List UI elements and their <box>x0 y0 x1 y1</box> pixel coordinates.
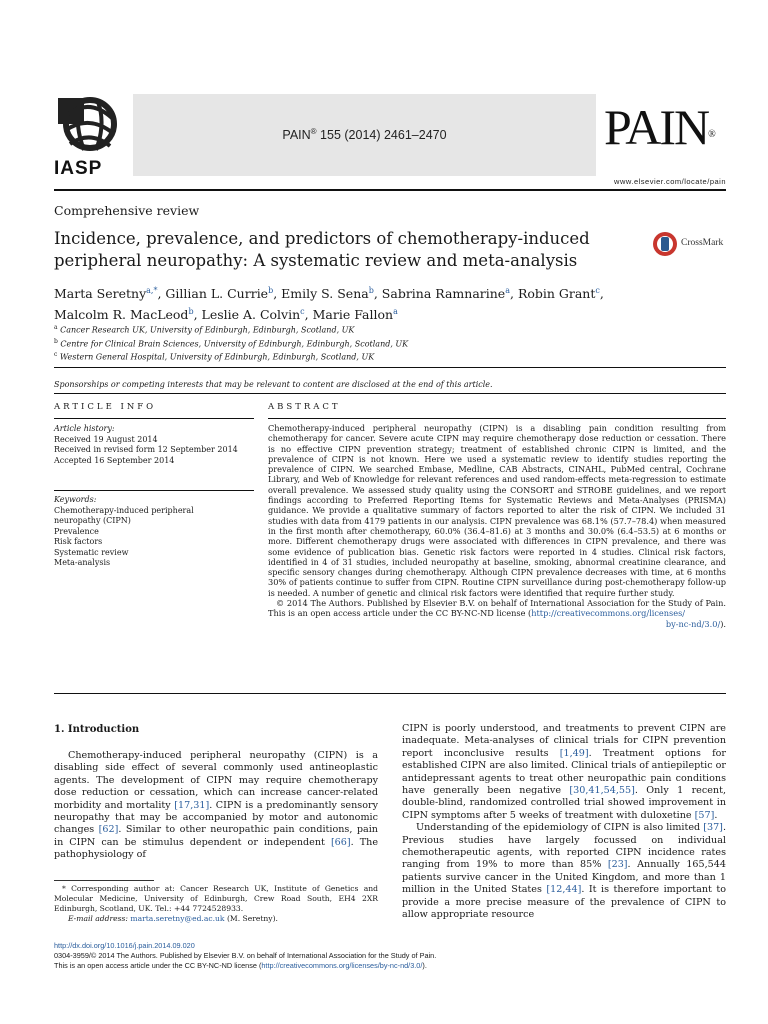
paragraph <box>402 822 726 921</box>
text-run: . <box>714 809 718 821</box>
journal-url[interactable]: www.elsevier.com/locate/pain <box>614 177 726 186</box>
email-link[interactable]: marta.seretny@ed.ac.uk <box>130 914 225 923</box>
footnote <box>54 884 378 924</box>
keyword-item: Chemotherapy-induced peripheral <box>54 505 194 515</box>
citation-link[interactable]: [23] <box>607 859 628 871</box>
author-3: Emily S. Sena <box>281 286 369 302</box>
abstract-copyright <box>268 598 726 619</box>
text-run: . Previous studies have largely focussed on individual chemotherapeutic agents, with reported CIPN incidence rates ranging from 19% to more than 85% <box>402 822 726 871</box>
text-run: . Similar to other neuropathic pain conditions, pain in CIPN can be stimulus dependent or independent <box>54 824 378 848</box>
journal-mark: ® <box>310 127 317 136</box>
text-run: . Annually 165,544 patients survive cancer in the United Kingdom, and more than 1 million in the United States <box>402 859 726 896</box>
license-link-cont[interactable]: by-nc-nd/3.0/ <box>665 618 721 629</box>
text-run: Chemotherapy-induced peripheral neuropathy (CIPN) is a disabling side effect of several commonly used antineoplastic agents. The development of CIPN may require chemotherapy dose reduction or cessation, which can increase cancer-related morbidity and mortality <box>54 750 378 811</box>
citation-link[interactable]: [57] <box>694 809 715 821</box>
journal-name: PAIN <box>282 128 311 143</box>
issn-line: 0304-3959/© 2014 The Authors. Published by Elsevier B.V. on behalf of International Association for the Study of Pain. <box>54 951 437 960</box>
license-line <box>54 961 436 971</box>
license-link[interactable]: http://creativecommons.org/licenses/ <box>531 608 686 619</box>
author-list: Marta Seretny$^{a,*}$, Gillian L. Currie$^b$, Emily S. Sena$^b$, Sabrina Ramnarine$^a$, Robin Grant$^c$, Malcolm R. MacLeod$^b$, Leslie A. Colvin$^c$, Marie Fallon$^a$ <box>54 286 604 323</box>
affiliation-b-text: Centre for Clinical Brain Sciences, University of Edinburgh, Edinburgh, Scotland, UK <box>60 339 409 349</box>
citation-link[interactable]: [37] <box>703 822 723 834</box>
citation-link[interactable]: [17,31] <box>174 799 210 811</box>
copyright-text: © 2014 The Authors. Published by Elsevier B.V. on behalf of International Association for the Study of Pain. This is an open access article under the CC BY-NC-ND license ( <box>268 598 726 619</box>
journal-citation <box>133 127 596 142</box>
affiliation-b-sup: b <box>54 337 58 345</box>
sponsor-note: Sponsorships or competing interests that may be relevant to content are disclosed at the end of this article. <box>54 380 493 389</box>
article-history <box>54 424 238 466</box>
author-4: Sabrina Ramnarine <box>381 286 506 302</box>
iasp-logo-text: IASP <box>54 158 103 179</box>
history-received: Received 19 August 2014 <box>54 434 158 444</box>
keyword-item: Prevalence <box>54 526 99 536</box>
author-4-sup[interactable]: a <box>505 286 510 295</box>
author-1: Marta Seretny <box>54 286 147 302</box>
license-suffix: ). <box>422 961 427 970</box>
copyright-end: ). <box>720 618 726 629</box>
abstract-heading: ABSTRACT <box>268 402 341 412</box>
text-run: CIPN is poorly understood, and treatments to prevent CIPN are inadequate. Meta-analyses of clinical trials for CIPN prevention report inconclusive results <box>402 723 726 759</box>
affiliation-a <box>54 322 408 336</box>
body-column-right <box>402 723 726 922</box>
author-1-sup[interactable]: a,* <box>146 286 158 295</box>
doi-block <box>54 941 436 971</box>
abstract-copyright-end <box>268 619 726 629</box>
abstract-rule <box>268 418 726 419</box>
text-run: Understanding of the epidemiology of CIPN is also limited <box>416 822 704 834</box>
citation-link[interactable]: [12,44] <box>546 884 582 896</box>
citation-link[interactable]: [62] <box>98 824 119 836</box>
text-run: . It is therefore important to provide a more precise measure of the prevalence of CIPN to allow appropriate resource <box>402 884 726 921</box>
affiliation-c <box>54 349 408 363</box>
abstract <box>268 423 726 629</box>
text-run: . Only 1 recent, double-blind, randomized controlled trial showed improvement in CIPN symptoms after 5 weeks of treatment with duloxetine <box>402 785 726 821</box>
paragraph <box>402 723 726 822</box>
affiliation-a-text: Cancer Research UK, University of Edinburgh, Edinburgh, Scotland, UK <box>60 325 355 335</box>
citation-link[interactable]: [66] <box>330 836 351 848</box>
pain-logo-text: PAIN <box>604 99 709 155</box>
body-column-left <box>54 750 378 862</box>
iasp-logo <box>54 94 118 180</box>
abstract-bottom-rule <box>54 693 726 694</box>
affiliation-c-text: Western General Hospital, University of Edinburgh, Edinburgh, Scotland, UK <box>59 352 375 362</box>
article-info-rule <box>54 418 254 419</box>
section-heading: 1. Introduction <box>54 724 140 735</box>
text-run: . CIPN is a predominantly sensory neuropathy that may be accompanied by motor and autonomic changes <box>54 799 378 836</box>
abstract-body: Chemotherapy-induced peripheral neuropathy (CIPN) is a disabling pain condition resulting from chemotherapy for cancer. Severe acute CIPN may require chemotherapy dose reduction or cessation. There is no effective CIPN prevention strategy; treatment of established chronic CIPN is limited, and the prevalence of CIPN is not known. Here we used a systematic review to identify studies reporting the prevalence of CIPN. We searched Embase, Medline, CAB Abstracts, CINAHL, PubMed central, Cochrane Library, and Web of Knowledge for relevant references and used random-effects meta-regression to estimate overall prevalence. We assessed study quality using the CONSORT and STROBE guidelines, and we report findings according to Preferred Reporting Items for Systematic Reviews and Meta-Analyses (PRISMA) guidance. We provide a qualitative summary of factors reported to alter the risk of CIPN. We included 31 studies with data from 4179 patients in our analysis. CIPN prevalence was 68.1% (57.7–78.4) when measured in the first month after chemotherapy, 60.0% (36.4–81.6) at 3 months and 30.0% (6.4–53.5) at 6 months or more. Different chemotherapy drugs were associated with differences in CIPN prevalence, and there was some evidence of publication bias. Genetic risk factors were reported in 4 studies. Clinical risk factors, identified in 4 of 31 studies, included neuropathy at baseline, smoking, abnormal creatinine clearance, and specific sensory changes during chemotherapy. Although CIPN prevalence decreases with time, at 6 months 30% of patients continue to suffer from CIPN. Routine CIPN surveillance during post-chemotherapy follow-up is needed. A number of genetic and clinical risk factors were identified that require further study. <box>268 423 726 598</box>
email-suffix: (M. Seretny). <box>224 914 278 923</box>
keywords-rule <box>54 490 254 491</box>
history-label: Article history: <box>54 424 115 433</box>
author-6-sup[interactable]: b <box>188 307 194 317</box>
author-7: Leslie A. Colvin <box>201 307 301 323</box>
crossmark-icon <box>652 230 678 258</box>
email-line <box>54 914 378 924</box>
author-3-sup[interactable]: b <box>368 286 374 295</box>
author-7-sup[interactable]: c <box>300 307 305 317</box>
paragraph <box>54 750 378 862</box>
header-rule <box>54 189 726 191</box>
citation-link[interactable]: [1,49] <box>559 747 589 759</box>
license-url-link[interactable]: http://creativecommons.org/licenses/by-nc-nd/3.0/ <box>261 961 423 970</box>
author-2: Gillian L. Currie <box>165 286 269 302</box>
article-info-heading: ARTICLE INFO <box>54 402 157 412</box>
text-run: . Treatment options for established CIPN are also limited. Clinical trials of antiepileptic or antidepressant agents to treat other neuropathic pain conditions have generally been negative <box>402 747 726 797</box>
sponsor-rule <box>54 393 726 394</box>
keyword-item: Risk factors <box>54 537 103 546</box>
author-2-sup[interactable]: b <box>268 286 274 295</box>
pain-logo <box>604 97 716 157</box>
affiliation-b <box>54 336 408 350</box>
author-5-sup[interactable]: c <box>595 286 600 295</box>
keyword-item: neuropathy (CIPN) <box>54 516 131 525</box>
author-8-sup[interactable]: a <box>393 307 398 317</box>
citation-link[interactable]: [30,41,54,55] <box>569 785 635 797</box>
author-5: Robin Grant <box>517 286 596 302</box>
license-prefix: This is an open access article under the CC BY-NC-ND license ( <box>54 961 262 970</box>
email-label: E-mail address: <box>68 914 131 923</box>
history-revised: Received in revised form 12 September 2014 <box>54 445 238 454</box>
doi-link[interactable]: http://dx.doi.org/10.1016/j.pain.2014.09.020 <box>54 941 195 950</box>
affil-rule <box>54 367 726 368</box>
crossmark-label: CrossMark <box>681 238 724 248</box>
corresponding-author-note: * Corresponding author at: Cancer Research UK, Institute of Genetics and Molecular Medicine, University of Edinburgh, Crew Road South, EH4 2XR Edinburgh, Scotland, UK. Tel.: +44 7724528933. <box>54 884 378 913</box>
article-title: Incidence, prevalence, and predictors of chemotherapy-induced peripheral neuropathy: A systematic review and meta-analysis <box>54 229 590 270</box>
crossmark-badge[interactable] <box>652 230 732 260</box>
affiliation-a-sup: a <box>54 324 58 331</box>
journal-volume: 155 (2014) 2461–2470 <box>316 128 447 143</box>
keyword-item: Meta-analysis <box>54 558 111 567</box>
keywords-label: Keywords: <box>54 495 97 504</box>
article-type: Comprehensive review <box>54 203 200 218</box>
footnote-rule <box>54 880 154 881</box>
text-run: . The pathophysiology of <box>54 836 378 861</box>
keyword-item: Systematic review <box>54 547 129 557</box>
affiliations <box>54 322 408 363</box>
keywords <box>54 495 194 569</box>
affiliation-c-sup: c <box>54 351 58 359</box>
author-8: Marie Fallon <box>312 307 394 323</box>
history-accepted: Accepted 16 September 2014 <box>54 455 175 465</box>
author-6: Malcolm R. MacLeod <box>54 307 189 323</box>
pain-logo-mark: ® <box>708 129 716 140</box>
